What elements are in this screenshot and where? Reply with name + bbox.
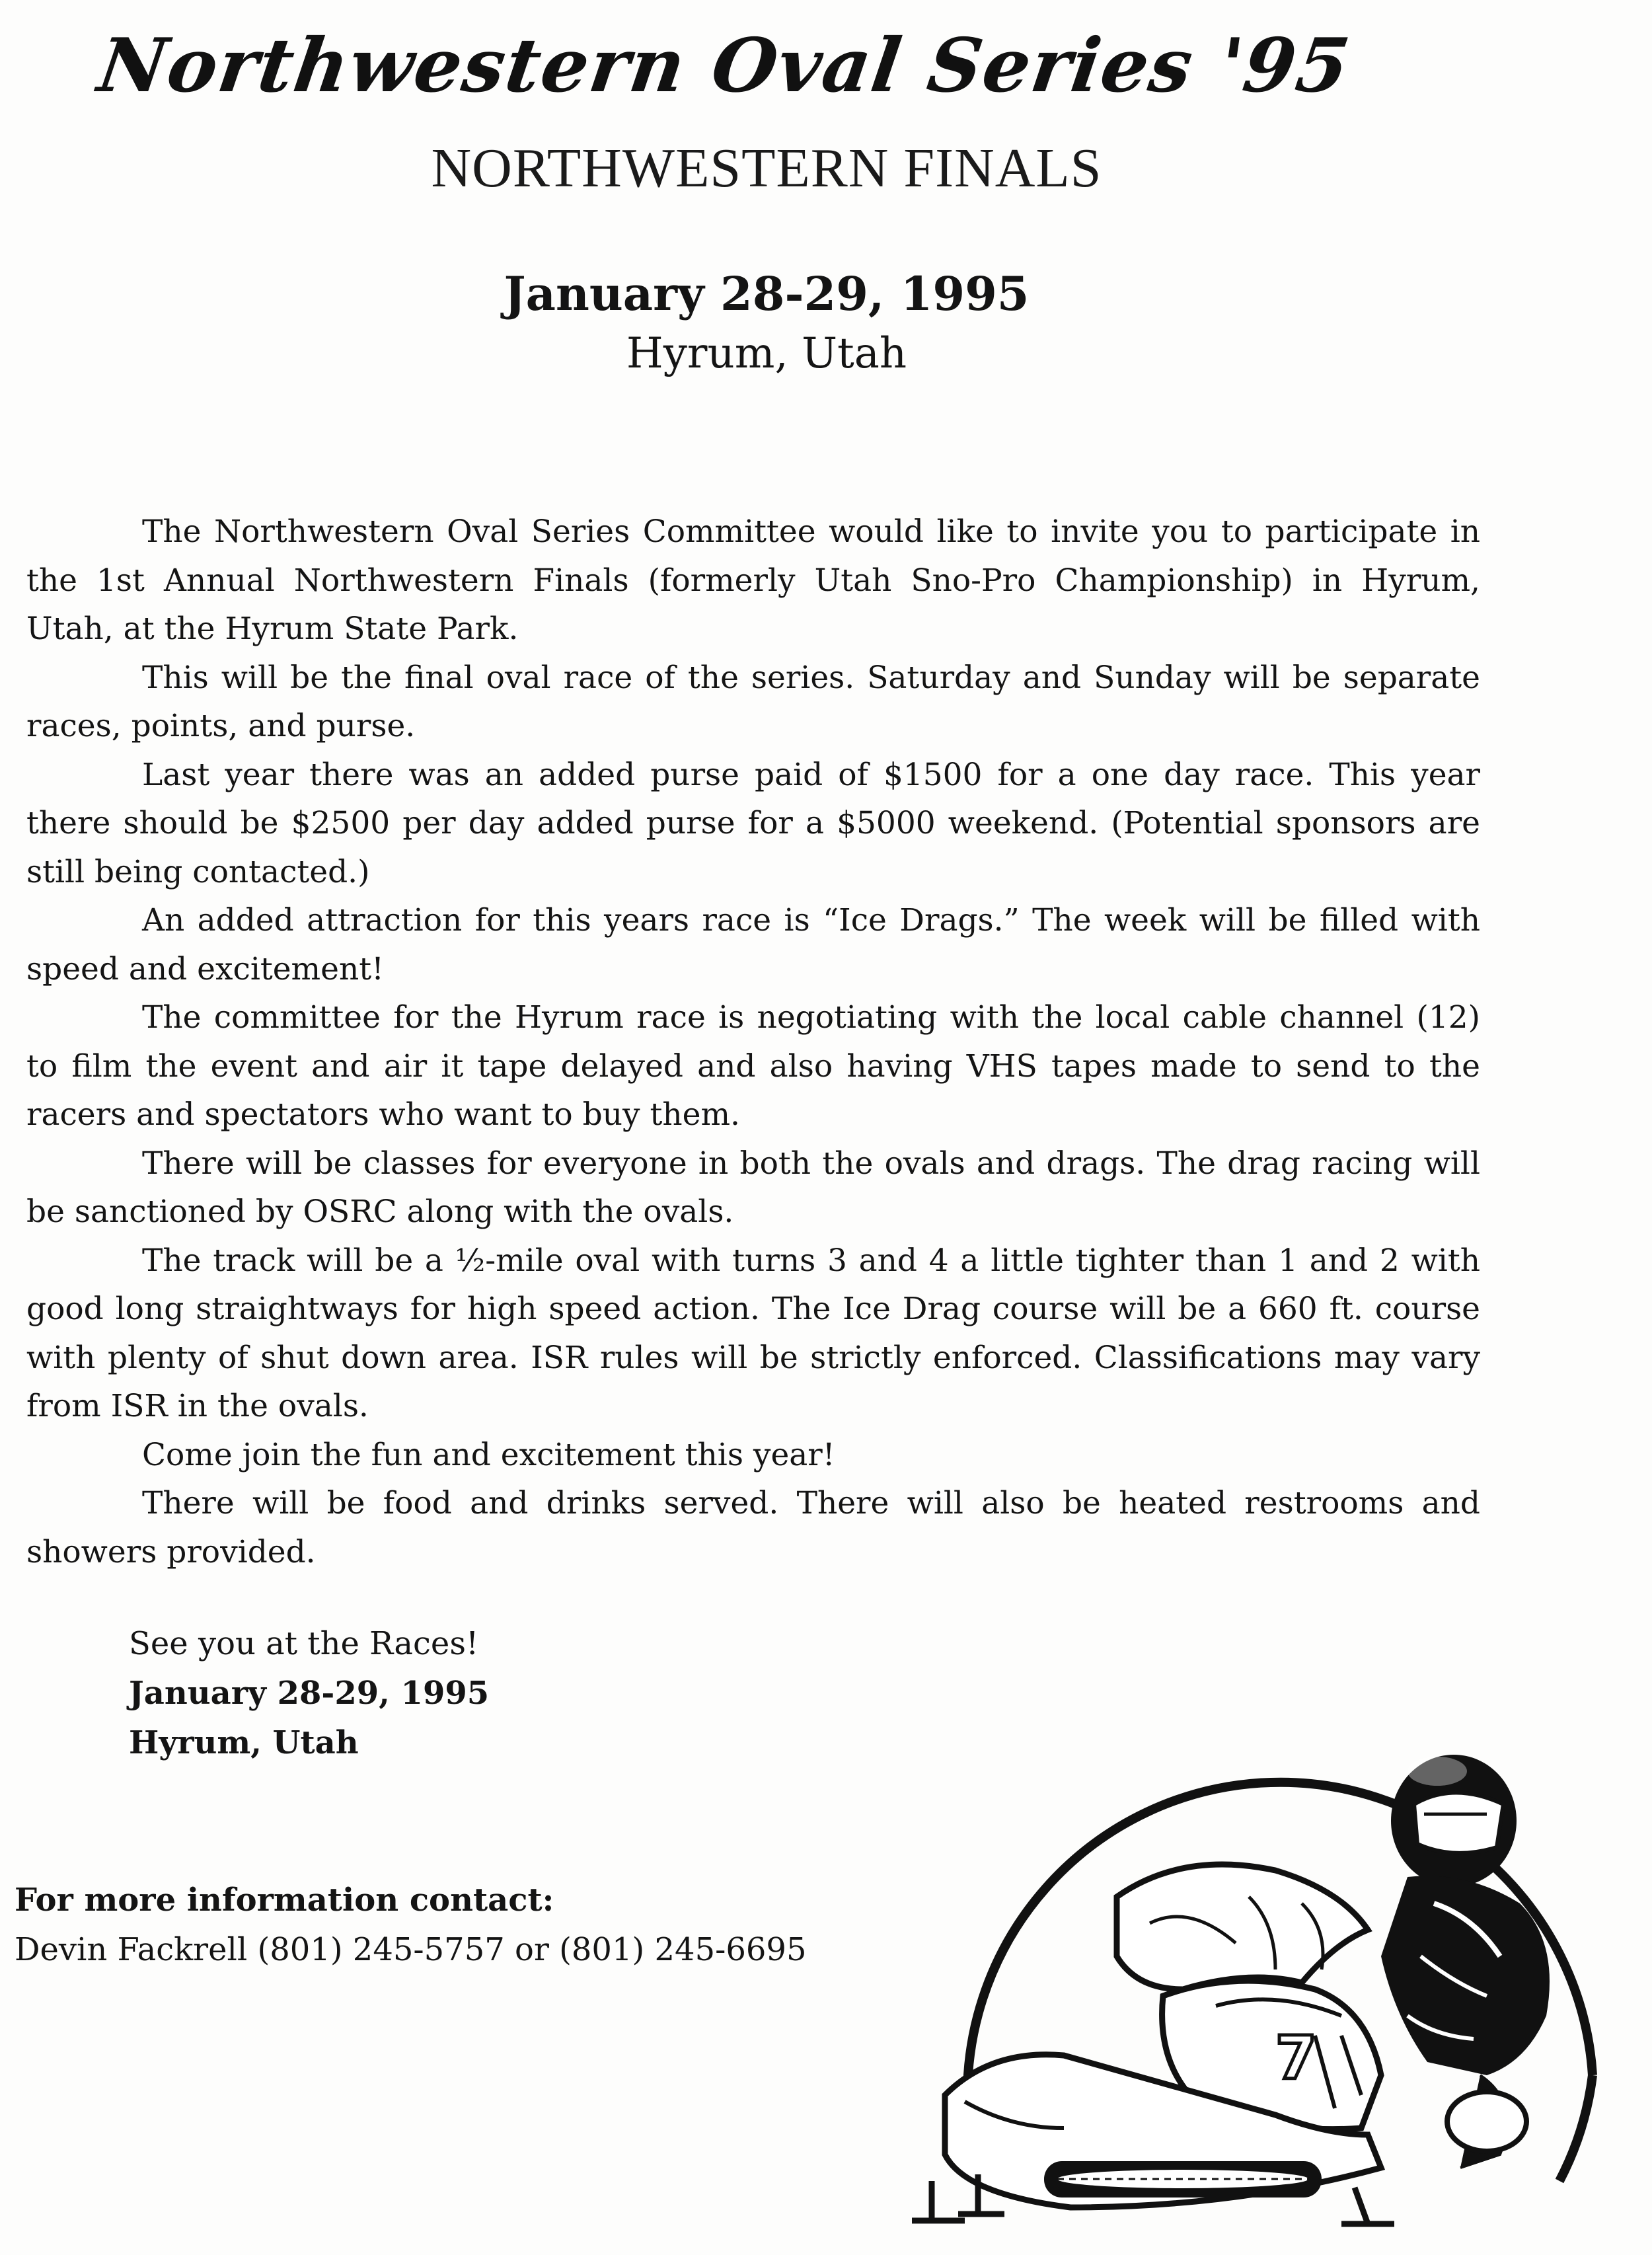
rider-icon — [1381, 1876, 1550, 2168]
event-location: Hyrum, Utah — [626, 329, 907, 378]
helmet-icon — [1391, 1755, 1517, 1887]
signoff-block — [129, 1619, 489, 1768]
contact-block — [15, 1876, 806, 1975]
series-title: Northwestern Oval Series '95 — [93, 22, 1356, 109]
signoff-location: Hyrum, Utah — [129, 1724, 359, 1761]
paragraph-cable-channel: The committee for the Hyrum race is negotiating with the local cable channel (12) to film the event and air it tape delayed and also having VHS tapes made to send to the racers and spectators who want to buy them. — [26, 999, 1480, 1133]
paragraph-ice-drags: An added attraction for this years race is “Ice Drags.” The week will be filled with speed and excitement! — [26, 902, 1480, 987]
finals-subtitle: NORTHWESTERN FINALS — [431, 137, 1102, 199]
sled-number: 7 — [1275, 2024, 1317, 2093]
contact-details: Devin Fackrell (801) 245-5757 or (801) 245-6695 — [15, 1931, 807, 1968]
invitation-body — [26, 508, 1480, 1576]
snowmobile-racer-illustration — [905, 1705, 1639, 2227]
paragraph-classes: There will be classes for everyone in both the ovals and drags. The drag racing will be sanctioned by OSRC along with the ovals. — [26, 1145, 1480, 1230]
paragraph-amenities: There will be food and drinks served. There will also be heated restrooms and showers provided. — [26, 1485, 1480, 1570]
paragraph-invitation: The Northwestern Oval Series Committee would like to invite you to participate in the 1st Annual Northwestern Finals (formerly Utah Sno-Pro Championship) in Hyrum, Utah, at the Hyrum State Park. — [26, 514, 1480, 647]
event-dates: January 28-29, 1995 — [504, 266, 1030, 321]
contact-heading: For more information contact: — [15, 1882, 554, 1919]
paragraph-join: Come join the fun and excitement this year! — [142, 1436, 835, 1473]
paragraph-purse: Last year there was an added purse paid of $1500 for a one day race. This year there should be $2500 per day added purse for a $5000 weekend. (Potential sponsors are still being contacted.) — [26, 756, 1480, 890]
signoff-greeting: See you at the Races! — [129, 1625, 479, 1662]
sled-runner-icon — [1044, 2161, 1322, 2198]
paragraph-final-race: This will be the final oval race of the series. Saturday and Sunday will be separate races, points, and purse. — [26, 659, 1480, 744]
windshield-icon — [1117, 1864, 1368, 1989]
signoff-dates: January 28-29, 1995 — [129, 1675, 490, 1712]
paragraph-track: The track will be a ½-mile oval with turns 3 and 4 a little tighter than 1 and 2 with good long straightways for high speed action. The Ice Drag course will be a 660 ft. course with plenty of shut down area. ISR rules will be strictly enforced. Classifications may vary from ISR in the ovals. — [26, 1242, 1480, 1424]
